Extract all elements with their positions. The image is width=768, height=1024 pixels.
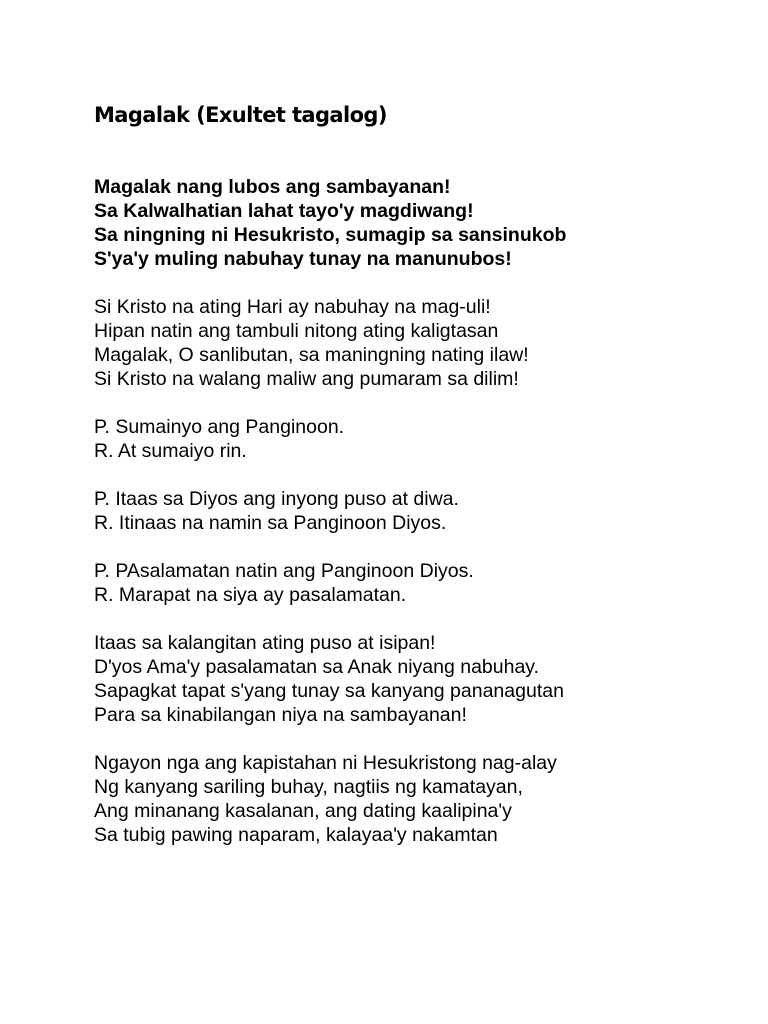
lyric-line: Hipan natin ang tambuli nitong ating kaligtasan bbox=[94, 320, 499, 342]
stanza bbox=[94, 415, 734, 463]
stanza bbox=[94, 487, 734, 535]
lyric-line: Ngayon nga ang kapistahan ni Hesukristong nag-alay bbox=[94, 752, 557, 774]
lyric-line: R. At sumaiyo rin. bbox=[94, 440, 247, 462]
lyric-line: P. PAsalamatan natin ang Panginoon Diyos. bbox=[94, 560, 474, 582]
lyric-line: Itaas sa kalangitan ating puso at isipan! bbox=[94, 632, 436, 654]
lyric-line: Sa tubig pawing naparam, kalayaa'y nakamtan bbox=[94, 824, 498, 846]
lyric-line: Ang minanang kasalanan, ang dating kaalipina'y bbox=[94, 800, 512, 822]
stanza bbox=[94, 175, 734, 271]
lyric-line: R. Marapat na siya ay pasalamatan. bbox=[94, 584, 407, 606]
lyric-line: Para sa kinabilangan niya na sambayanan! bbox=[94, 704, 467, 726]
lyrics-body bbox=[94, 175, 734, 871]
lyric-line: R. Itinaas na namin sa Panginoon Diyos. bbox=[94, 512, 447, 534]
lyric-line: S'ya'y muling nabuhay tunay na manunubos! bbox=[94, 248, 512, 270]
lyric-line: Magalak nang lubos ang sambayanan! bbox=[94, 176, 451, 198]
lyric-line: Ng kanyang sariling buhay, nagtiis ng kamatayan, bbox=[94, 776, 523, 798]
stanza bbox=[94, 559, 734, 607]
lyric-line: D'yos Ama'y pasalamatan sa Anak niyang nabuhay. bbox=[94, 656, 540, 678]
lyric-line: Si Kristo na walang maliw ang pumaram sa dilim! bbox=[94, 368, 519, 390]
lyric-line: Magalak, O sanlibutan, sa maningning nating ilaw! bbox=[94, 344, 529, 366]
document-title: Magalak (Exultet tagalog) bbox=[94, 103, 387, 127]
stanza bbox=[94, 751, 734, 847]
lyric-line: P. Sumainyo ang Panginoon. bbox=[94, 416, 345, 438]
lyric-line: P. Itaas sa Diyos ang inyong puso at diwa. bbox=[94, 488, 459, 510]
stanza bbox=[94, 631, 734, 727]
lyric-line: Sa ningning ni Hesukristo, sumagip sa sansinukob bbox=[94, 224, 567, 246]
stanza bbox=[94, 295, 734, 391]
lyric-line: Si Kristo na ating Hari ay nabuhay na mag-uli! bbox=[94, 296, 491, 318]
lyric-line: Sa Kalwalhatian lahat tayo'y magdiwang! bbox=[94, 200, 474, 222]
lyric-line: Sapagkat tapat s'yang tunay sa kanyang pananagutan bbox=[94, 680, 564, 702]
